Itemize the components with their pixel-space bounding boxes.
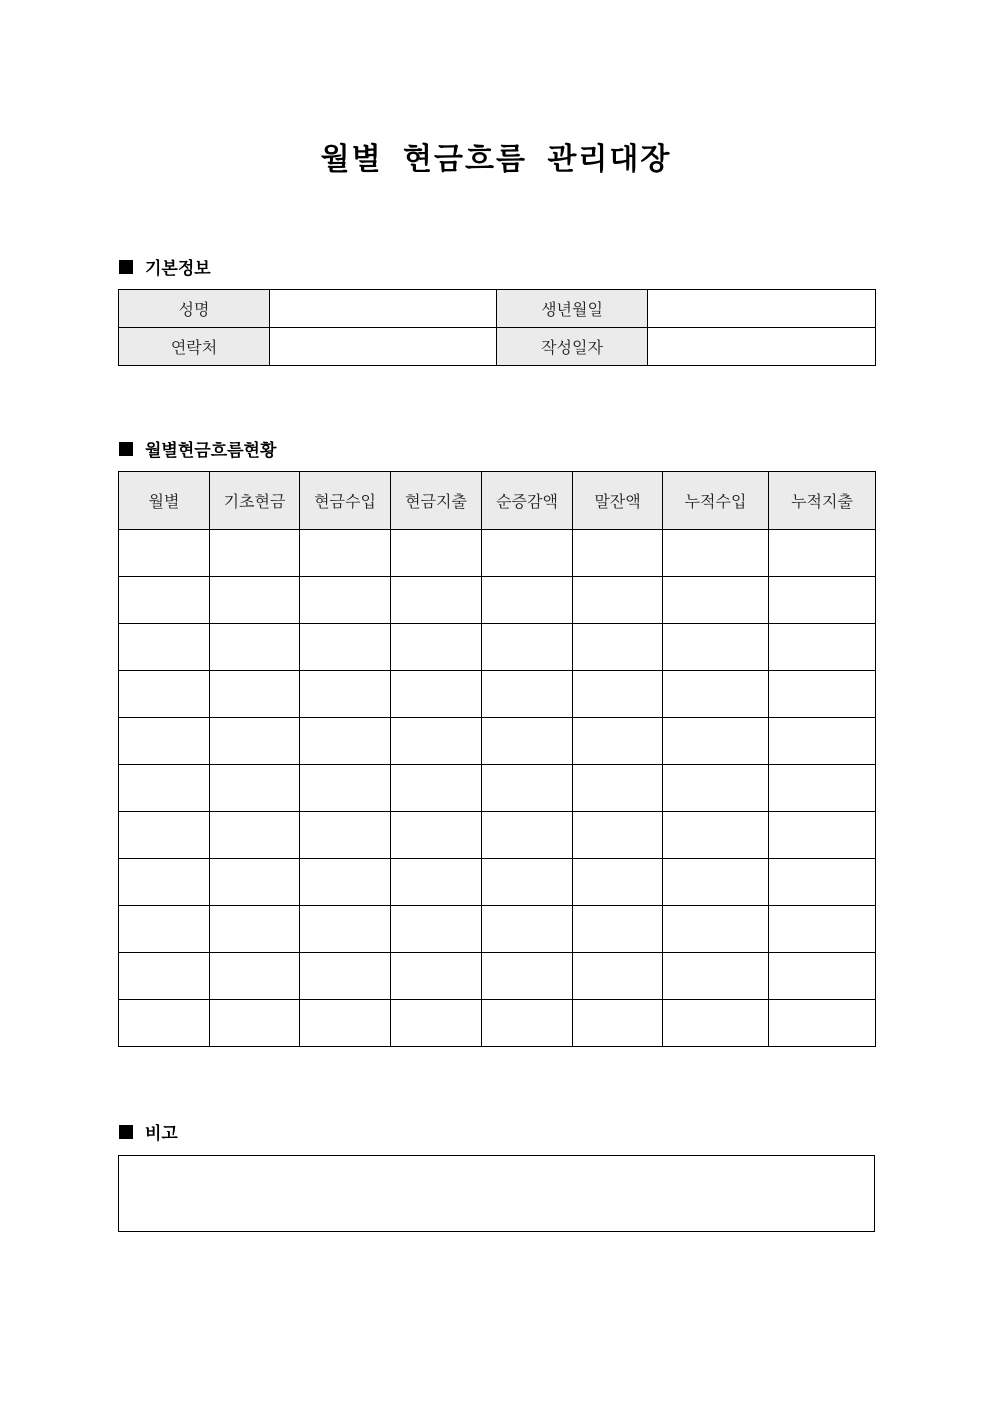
contact-field[interactable] [270, 328, 497, 366]
table-cell[interactable] [573, 530, 663, 577]
table-row [119, 1000, 876, 1047]
table-cell[interactable] [119, 624, 210, 671]
table-cell[interactable] [663, 577, 769, 624]
table-cell[interactable] [300, 859, 391, 906]
table-cell[interactable] [119, 577, 210, 624]
col-cash-income: 현금수입 [300, 472, 391, 530]
table-cell[interactable] [300, 624, 391, 671]
table-cell[interactable] [300, 906, 391, 953]
table-cell[interactable] [391, 671, 482, 718]
table-cell[interactable] [769, 765, 876, 812]
table-cell[interactable] [663, 765, 769, 812]
col-ending-balance: 말잔액 [573, 472, 663, 530]
section-remarks-heading [119, 1119, 178, 1144]
table-cell[interactable] [391, 812, 482, 859]
table-cell[interactable] [210, 624, 300, 671]
table-cell[interactable] [210, 671, 300, 718]
col-month: 월별 [119, 472, 210, 530]
table-cell[interactable] [663, 953, 769, 1000]
table-cell[interactable] [119, 953, 210, 1000]
table-cell[interactable] [769, 530, 876, 577]
table-cell[interactable] [482, 671, 573, 718]
table-cell[interactable] [663, 1000, 769, 1047]
remarks-field[interactable] [118, 1155, 875, 1232]
table-cell[interactable] [300, 530, 391, 577]
table-row [119, 906, 876, 953]
table-cell[interactable] [769, 624, 876, 671]
table-cell[interactable] [300, 718, 391, 765]
table-row [119, 953, 876, 1000]
table-cell[interactable] [482, 953, 573, 1000]
document-title: 월별 현금흐름 관리대장 [320, 142, 672, 177]
table-cell[interactable] [210, 577, 300, 624]
table-cell[interactable] [482, 624, 573, 671]
basic-info-row [119, 328, 876, 366]
table-cell[interactable] [391, 1000, 482, 1047]
table-row [119, 671, 876, 718]
table-cell[interactable] [482, 1000, 573, 1047]
table-cell[interactable] [573, 671, 663, 718]
table-cell[interactable] [300, 577, 391, 624]
table-cell[interactable] [391, 624, 482, 671]
table-cell[interactable] [573, 812, 663, 859]
table-cell[interactable] [482, 859, 573, 906]
table-cell[interactable] [300, 765, 391, 812]
table-cell[interactable] [769, 812, 876, 859]
table-cell[interactable] [663, 859, 769, 906]
table-cell[interactable] [391, 859, 482, 906]
table-cell[interactable] [119, 671, 210, 718]
table-cell[interactable] [119, 530, 210, 577]
table-cell[interactable] [482, 530, 573, 577]
table-row [119, 530, 876, 577]
table-cell[interactable] [663, 624, 769, 671]
name-label: 성명 [119, 290, 270, 328]
birthdate-field[interactable] [648, 290, 876, 328]
section-cashflow-label: 월별현금흐름현황 [145, 441, 277, 461]
table-cell[interactable] [573, 624, 663, 671]
cashflow-header-row [119, 472, 876, 530]
table-cell[interactable] [119, 718, 210, 765]
table-cell[interactable] [391, 718, 482, 765]
table-cell[interactable] [210, 906, 300, 953]
table-row [119, 718, 876, 765]
col-cumulative-expense: 누적지출 [769, 472, 876, 530]
table-cell[interactable] [573, 765, 663, 812]
table-cell[interactable] [210, 1000, 300, 1047]
section-cashflow-heading [119, 436, 276, 461]
table-cell[interactable] [119, 812, 210, 859]
table-cell[interactable] [482, 718, 573, 765]
table-cell[interactable] [663, 812, 769, 859]
table-cell[interactable] [300, 1000, 391, 1047]
table-cell[interactable] [573, 577, 663, 624]
table-cell[interactable] [663, 530, 769, 577]
basic-info-row [119, 290, 876, 328]
table-cell[interactable] [769, 859, 876, 906]
table-cell[interactable] [769, 906, 876, 953]
table-cell[interactable] [663, 671, 769, 718]
square-bullet-icon [119, 260, 133, 274]
table-cell[interactable] [210, 859, 300, 906]
table-cell[interactable] [769, 577, 876, 624]
table-cell[interactable] [663, 906, 769, 953]
table-row [119, 624, 876, 671]
col-cumulative-income: 누적수입 [663, 472, 769, 530]
col-opening-cash: 기초현금 [210, 472, 300, 530]
square-bullet-icon [119, 442, 133, 456]
table-cell[interactable] [769, 671, 876, 718]
table-cell[interactable] [119, 765, 210, 812]
table-cell[interactable] [482, 812, 573, 859]
table-cell[interactable] [391, 530, 482, 577]
table-row [119, 859, 876, 906]
table-cell[interactable] [573, 718, 663, 765]
birthdate-label: 생년월일 [497, 290, 648, 328]
table-cell[interactable] [119, 859, 210, 906]
table-cell[interactable] [391, 953, 482, 1000]
basic-info-table [118, 289, 876, 366]
table-cell[interactable] [210, 718, 300, 765]
table-cell[interactable] [573, 1000, 663, 1047]
table-row [119, 577, 876, 624]
table-cell[interactable] [119, 1000, 210, 1047]
table-cell[interactable] [573, 859, 663, 906]
table-cell[interactable] [482, 906, 573, 953]
contact-label: 연락처 [119, 328, 270, 366]
table-cell[interactable] [300, 953, 391, 1000]
col-net-change: 순증감액 [482, 472, 573, 530]
table-cell[interactable] [210, 953, 300, 1000]
written-date-label: 작성일자 [497, 328, 648, 366]
section-basic-info-heading [119, 254, 211, 279]
table-cell[interactable] [391, 906, 482, 953]
table-cell[interactable] [119, 906, 210, 953]
table-cell[interactable] [769, 718, 876, 765]
cashflow-table-body [119, 530, 876, 1047]
table-cell[interactable] [573, 953, 663, 1000]
table-row [119, 765, 876, 812]
written-date-field[interactable] [648, 328, 876, 366]
table-cell[interactable] [482, 765, 573, 812]
table-cell[interactable] [210, 530, 300, 577]
cashflow-table [118, 471, 876, 1047]
table-cell[interactable] [769, 953, 876, 1000]
table-cell[interactable] [769, 1000, 876, 1047]
table-cell[interactable] [210, 812, 300, 859]
table-cell[interactable] [210, 765, 300, 812]
table-cell[interactable] [482, 577, 573, 624]
col-cash-expense: 현금지출 [391, 472, 482, 530]
table-cell[interactable] [391, 577, 482, 624]
name-field[interactable] [270, 290, 497, 328]
table-cell[interactable] [391, 765, 482, 812]
table-cell[interactable] [300, 812, 391, 859]
table-cell[interactable] [573, 906, 663, 953]
table-cell[interactable] [663, 718, 769, 765]
section-remarks-label: 비고 [145, 1124, 178, 1144]
section-basic-info-label: 기본정보 [145, 259, 211, 279]
square-bullet-icon [119, 1125, 133, 1139]
table-cell[interactable] [300, 671, 391, 718]
table-row [119, 812, 876, 859]
